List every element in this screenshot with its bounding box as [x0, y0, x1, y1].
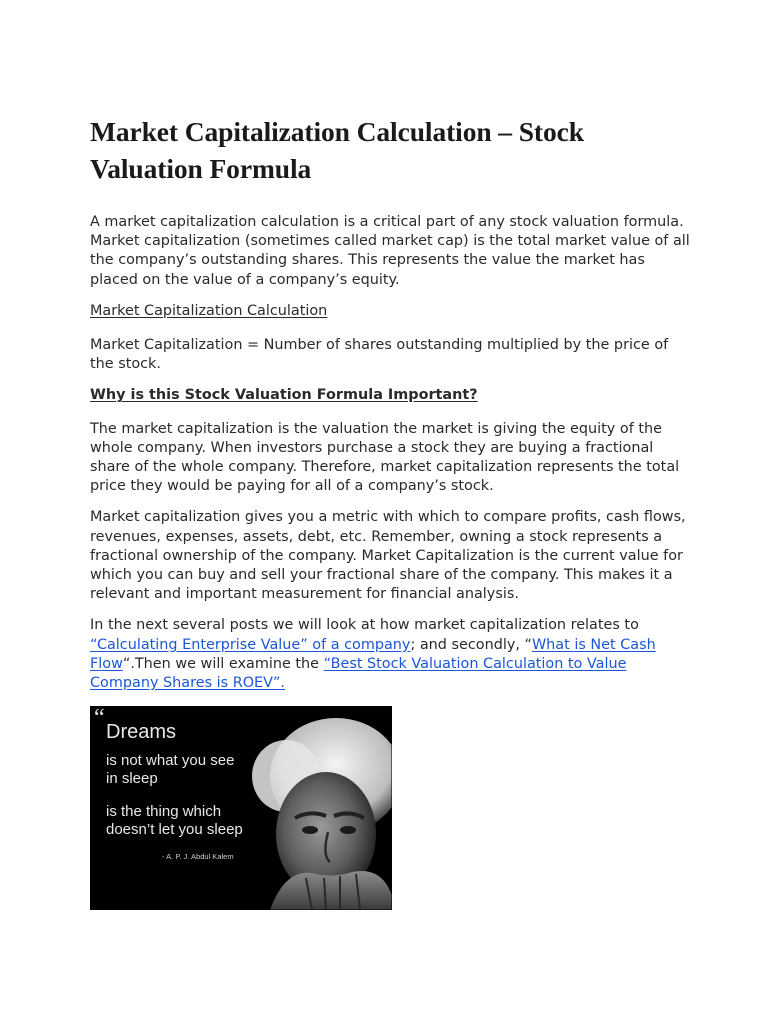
quote-author: - A. P. J. Abdul Kalem: [162, 852, 234, 861]
para3-text-before: In the next several posts we will look at how market capitalization relates to: [90, 617, 639, 634]
link-roev[interactable]: “Best Stock Valuation Calculation to Value Company Shares is ROEV”.: [90, 655, 627, 692]
quote-image: [90, 706, 392, 910]
article-title: Market Capitalization Calculation – Stock Valuation Formula: [90, 116, 584, 184]
body-paragraph-1: The market capitalization is the valuation the market is giving the equity of the whole company. When investors purchase a stock they are buying a fractional share of the whole company. Therefore, market capitalization represents the total price they would be paying for all of a company’s stock.: [90, 420, 680, 495]
quote-open-mark: “: [94, 706, 105, 731]
article-body: [90, 113, 690, 705]
quote-line-1: is not what you see: [106, 752, 235, 769]
intro-paragraph: A market capitalization calculation is a critical part of any stock valuation formula. Market capitalization (sometimes called market cap) is the total market value of all the company’s outstanding shares. This represents the value the market has placed on the value of a company’s equity.: [90, 214, 690, 288]
formula-paragraph: Market Capitalization = Number of shares outstanding multiplied by the price of the stock.: [90, 337, 669, 373]
quote-line-4: doesn’t let you sleep: [106, 821, 243, 838]
para3-text-middle-2: “.Then we will examine the: [122, 655, 324, 672]
body-paragraph-2: Market capitalization gives you a metric with which to compare profits, cash flows, revenues, expenses, assets, debt, etc. Remember, owning a stock represents a fractional ownership of the company. Market Capitalization is the current value for which you can buy and sell your fractional share of the company. This makes it a relevant and important measurement for financial analysis.: [90, 509, 686, 603]
section-heading-calculation: Market Capitalization Calculation: [90, 302, 328, 319]
quote-title-dreams: Dreams: [106, 721, 177, 743]
link-net-cash-flow[interactable]: What is Net Cash Flow: [90, 636, 656, 672]
quote-line-3: is the thing which: [106, 803, 222, 820]
section-heading-importance: Why is this Stock Valuation Formula Important?: [90, 387, 478, 404]
link-enterprise-value[interactable]: “Calculating Enterprise Value” of a company: [90, 636, 411, 653]
para3-text-middle-1: ; and secondly, “: [410, 636, 532, 653]
quote-line-2: in sleep: [106, 770, 158, 787]
body-paragraph-3: [90, 616, 690, 693]
